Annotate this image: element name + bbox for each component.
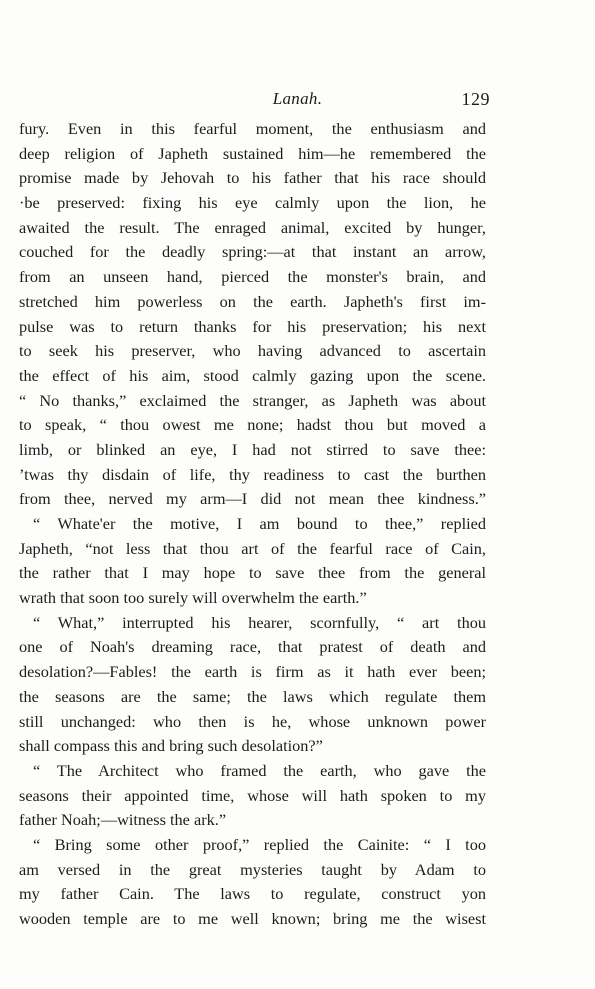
text-line: deep religion of Japheth sustained him—he remembered the — [19, 143, 486, 163]
text-line: the effect of his aim, stood calmly gazing upon the scene. — [19, 365, 486, 385]
text-line: ·be preserved: fixing his eye calmly upon the lion, he — [19, 193, 486, 213]
text-line: “ Whate'er the motive, I am bound to thee,” replied — [33, 514, 486, 533]
text-line: “ What,” interrupted his hearer, scornfully, “ art thou — [33, 612, 486, 632]
body-text — [19, 117, 486, 932]
text-line: fury. Even in this fearful moment, the enthusiasm and — [19, 119, 486, 138]
running-head — [0, 88, 595, 110]
text-line: still unchanged: who then is he, whose unknown power — [19, 711, 486, 731]
text-line: “ No thanks,” exclaimed the stranger, as Japheth was about — [19, 390, 486, 410]
text-line: “ Bring some other proof,” replied the Cainite: “ I too — [33, 834, 486, 854]
text-line: shall compass this and bring such desolation?” — [19, 736, 323, 756]
text-line: the seasons are the same; the laws which regulate them — [19, 686, 486, 706]
running-title: Lanah. — [272, 89, 323, 108]
text-line: desolation?—Fables! the earth is firm as it hath ever been; — [19, 662, 486, 682]
text-line: one of Noah's dreaming race, that pratest of death and — [19, 637, 486, 657]
text-line: couched for the deadly spring:—at that instant an arrow, — [19, 242, 486, 262]
page-number: 129 — [461, 89, 490, 109]
text-line: father Noah;—witness the ark.” — [19, 810, 227, 830]
text-line: “ The Architect who framed the earth, who gave the — [33, 760, 486, 780]
text-line: am versed in the great mysteries taught by Adam to — [19, 859, 486, 879]
text-line: wooden temple are to me well known; bring me the wisest — [19, 909, 486, 928]
text-line: Japheth, “not less that thou art of the fearful race of Cain, — [19, 538, 486, 558]
text-line: stretched him powerless on the earth. Japheth's first im- — [19, 291, 486, 311]
text-line: awaited the result. The enraged animal, excited by hunger, — [19, 217, 486, 237]
text-line: to seek his preserver, who having advanced to ascertain — [19, 341, 486, 361]
text-line: my father Cain. The laws to regulate, construct yon — [19, 884, 486, 904]
text-line: from thee, nerved my arm—I did not mean thee kindness.” — [19, 489, 486, 509]
text-line: ’twas thy disdain of life, thy readiness to cast the burthen — [19, 464, 486, 484]
text-line: seasons their appointed time, whose will hath spoken to my — [19, 785, 486, 805]
text-line: to speak, “ thou owest me none; hadst thou but moved a — [19, 415, 486, 435]
text-line: the rather that I may hope to save thee from the general — [19, 563, 486, 583]
text-line: promise made by Jehovah to his father that his race should — [19, 168, 486, 188]
text-line: from an unseen hand, pierced the monster's brain, and — [19, 267, 486, 287]
text-line: wrath that soon too surely will overwhelm the earth.” — [19, 588, 367, 608]
text-line: limb, or blinked an eye, I had not stirred to save thee: — [19, 439, 486, 459]
text-line: pulse was to return thanks for his preservation; his next — [19, 316, 486, 336]
